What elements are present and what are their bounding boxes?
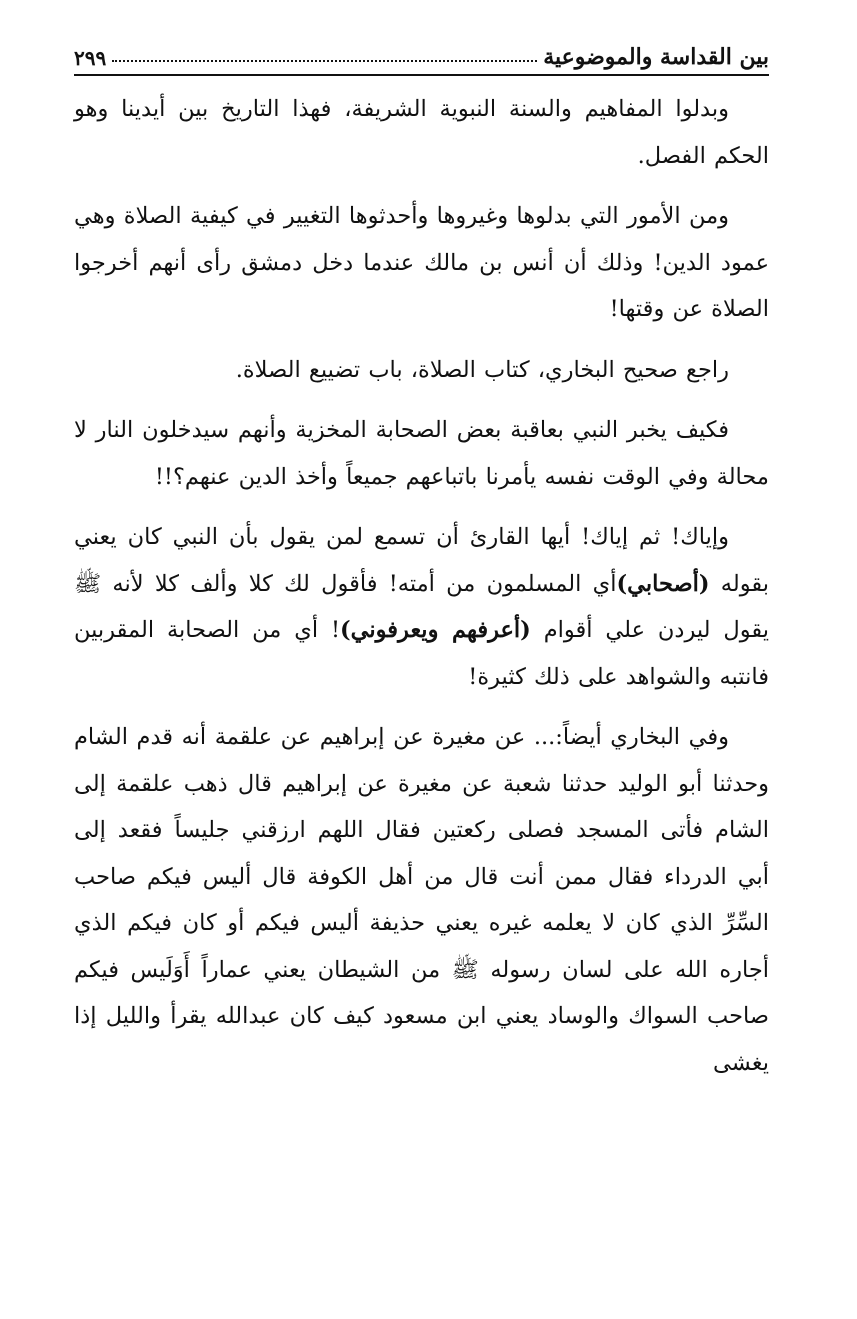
running-header [74, 30, 769, 76]
quoted-term-ashabi: (أصحابي) [616, 570, 710, 597]
header-leader-dots [112, 60, 537, 62]
paragraph-3: راجع صحيح البخاري، كتاب الصلاة، باب تضييع الصلاة. [235, 356, 729, 383]
page-number: ٢٩٩ [74, 46, 107, 70]
body-text [74, 86, 769, 1086]
paragraph-5-text-3: ! أي من الصحابة المقربين فانتبه والشواهد على ذلك كثيرة! [74, 617, 769, 690]
paragraph-5-text-2: أي المسلمون من أمته! فأقول لك كلا وألف كلا لأنه ﷺ يقول ليردن علي أقوام [74, 570, 769, 643]
paragraph-4: فكيف يخبر النبي بعاقبة بعض الصحابة المخزية وأنهم سيدخلون النار لا محالة وفي الوقت نفسه يأمرنا باتباعهم جميعاً وأخذ الدين عنهم؟!! [74, 417, 769, 490]
paragraph-5-text-1: وإياك! ثم إياك! أيها القارئ أن تسمع لمن يقول بأن النبي كان يعني بقوله [74, 524, 769, 597]
paragraph-1: وبدلوا المفاهيم والسنة النبوية الشريفة، فهذا التاريخ بين أيدينا وهو الحكم الفصل. [74, 96, 769, 169]
quoted-term-arifuhum: (أعرفهم ويعرفوني) [340, 617, 531, 643]
book-page [74, 30, 769, 1086]
paragraph-5 [74, 514, 769, 700]
running-title: بين القداسة والموضوعية [543, 44, 769, 70]
paragraph-6: وفي البخاري أيضاً:... عن مغيرة عن إبراهيم عن علقمة أنه قدم الشام وحدثنا أبو الوليد حدثنا شعبة عن مغيرة عن إبراهيم قال ذهب علقمة إلى الشام فأتى المسجد فصلى ركعتين فقال اللهم ارزقني جليساً فقعد إلى أبي الدرداء فقال ممن أنت قال من أهل الكوفة قال أليس فيكم صاحب السِّرِّ الذي كان لا يعلمه غيره يعني حذيفة أليس فيكم أو كان فيكم الذي أجاره الله على لسان رسوله ﷺ من الشيطان يعني عماراً أَوَلَيس فيكم صاحب السواك والوساد يعني ابن مسعود كيف كان عبدالله يقرأ والليل إذا يغشى [74, 724, 769, 1076]
paragraph-2: ومن الأمور التي بدلوها وغيروها وأحدثوها التغيير في كيفية الصلاة وهي عمود الدين! وذلك أن أنس بن مالك عندما دخل دمشق رأى أنهم أخرجوا الصلاة عن وقتها! [74, 203, 769, 322]
